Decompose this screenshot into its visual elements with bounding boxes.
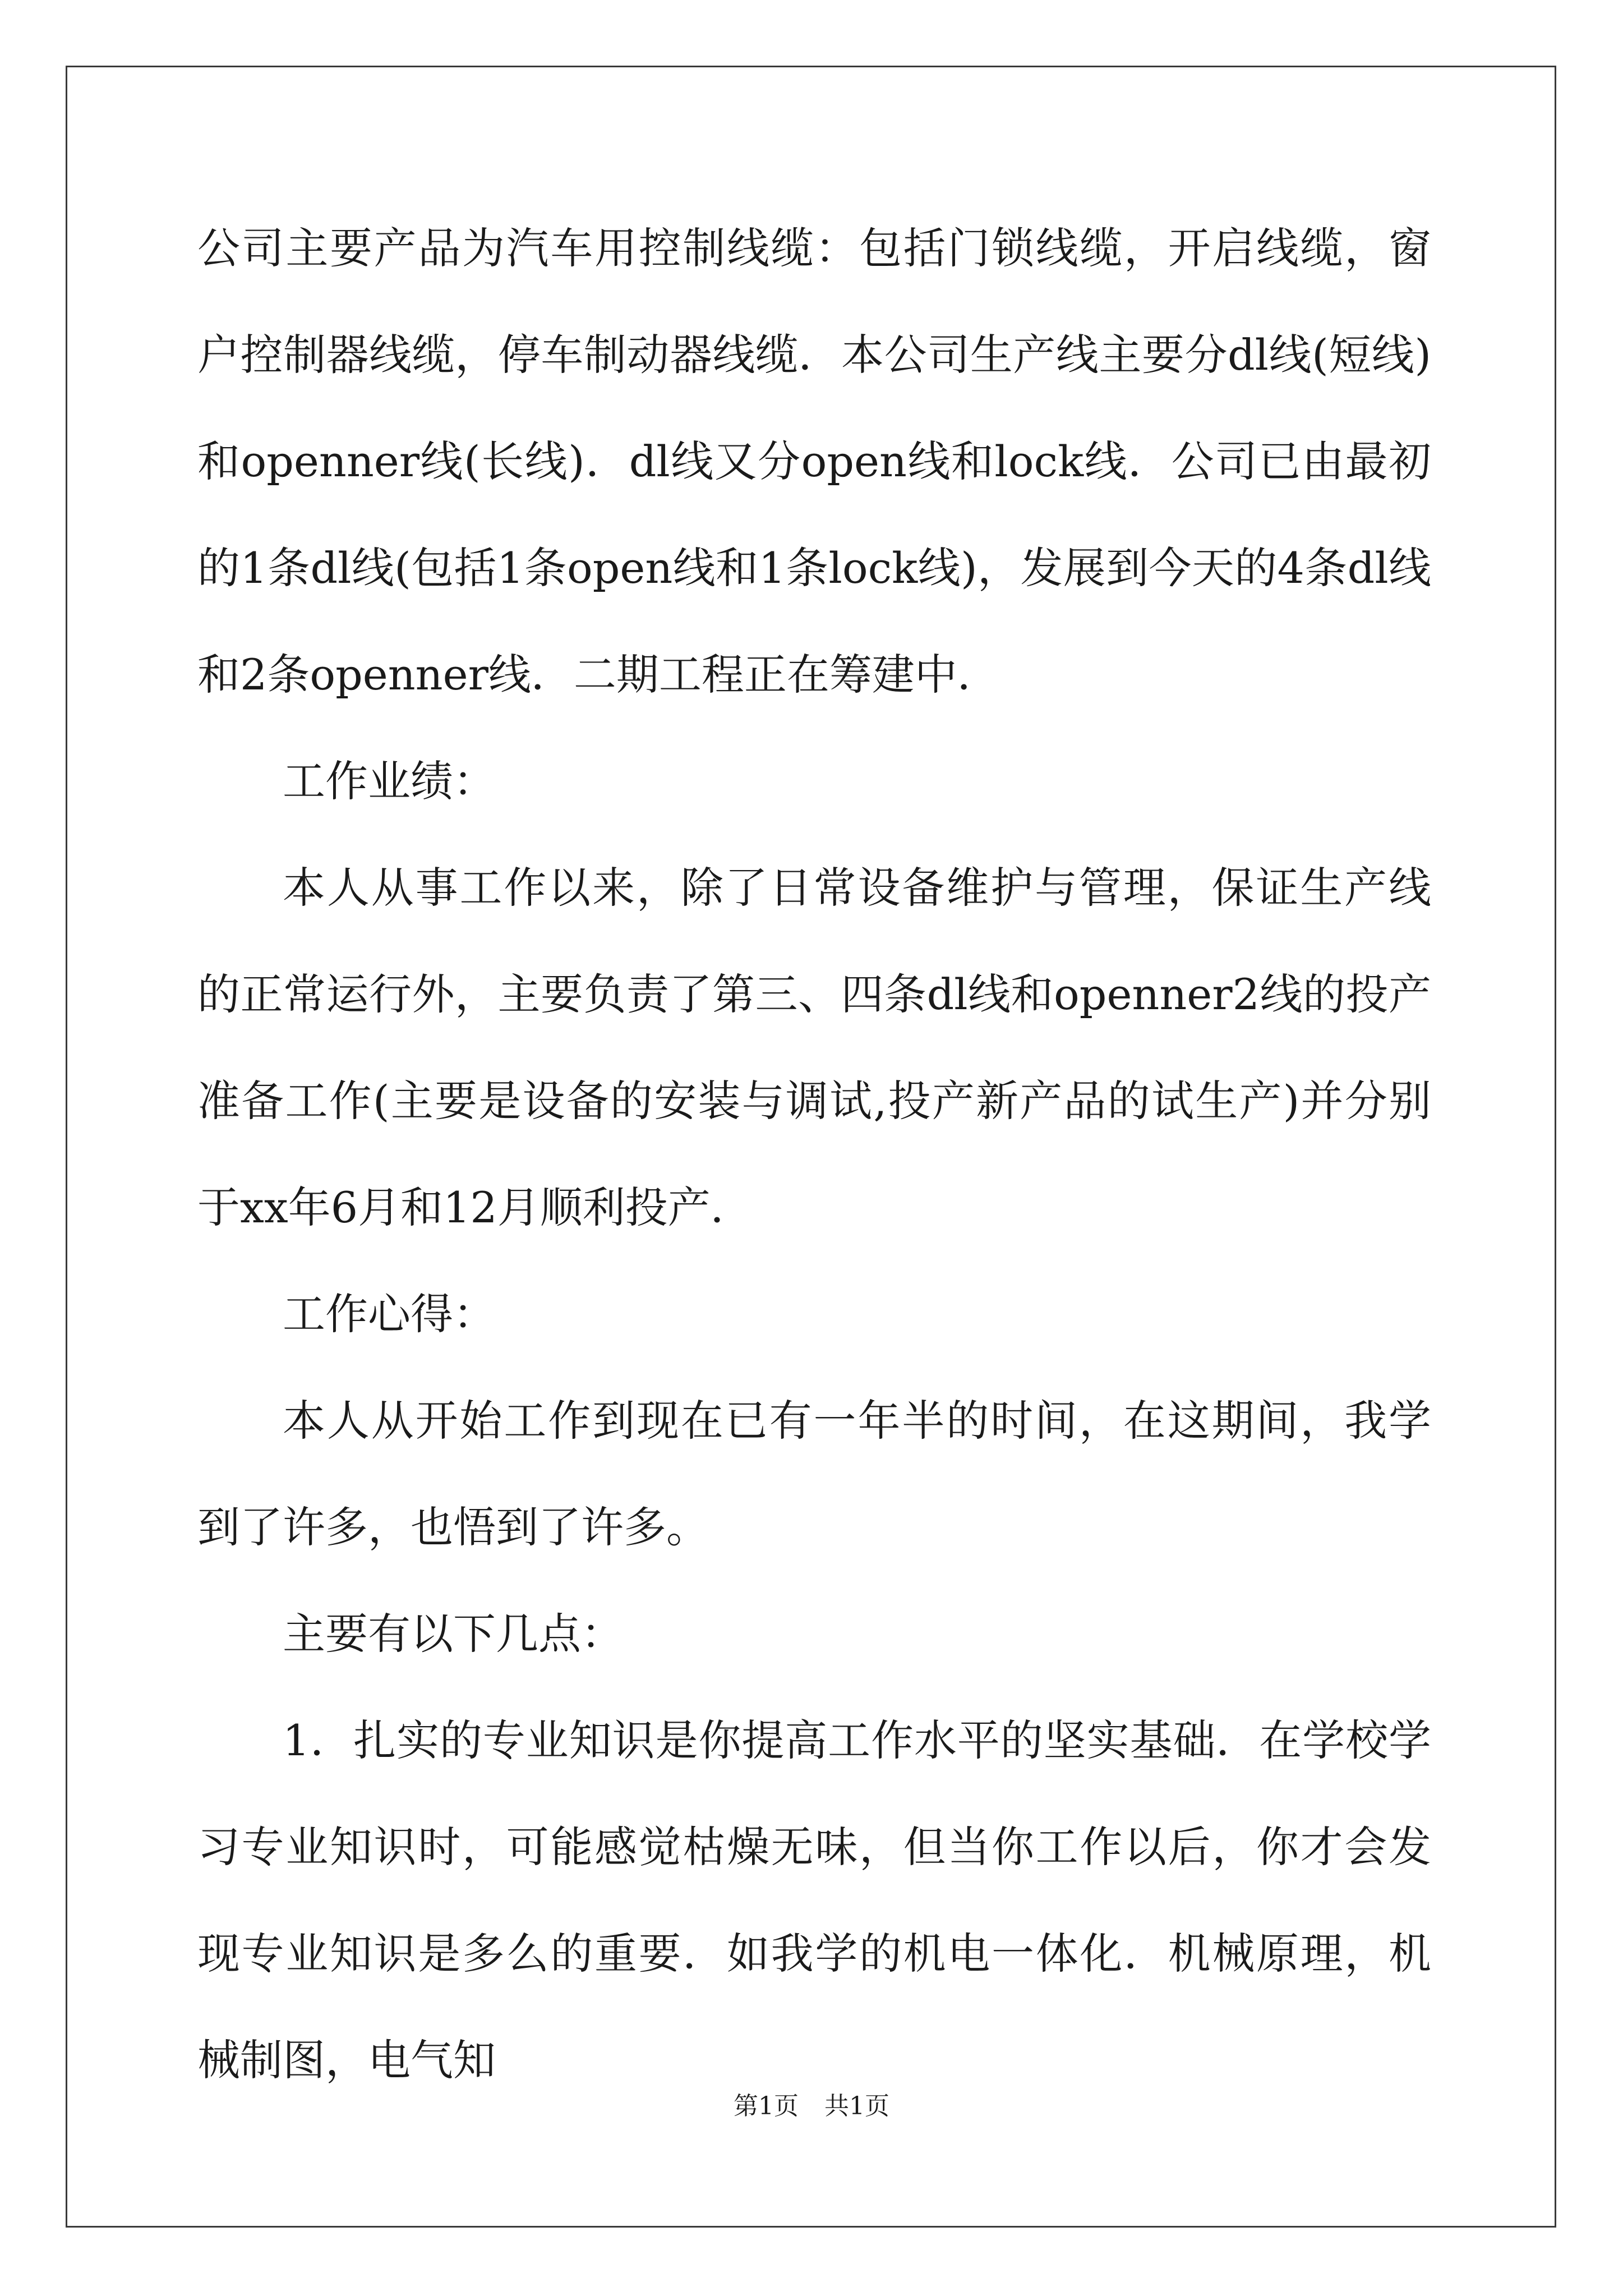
page-number: 第1页 <box>734 2092 799 2120</box>
document-body <box>197 195 1431 2114</box>
heading-work-insights: 工作心得： <box>283 1289 496 1339</box>
paragraph-company-intro: 公司主要产品为汽车用控制线缆：包括门锁线缆，开启线缆，窗户控制器线缆，停车制动器线缆．本公司生产线主要分dl线(短线)和openner线(长线)．dl线又分open线和lock线．公司已由最初的1条dl线(包括1条open线和1条lock线)，发展到今天的4条dl线和2条openner线．二期工程正在筹建中． <box>197 223 1431 700</box>
page-total: 共1页 <box>824 2092 889 2120</box>
heading-main-points: 主要有以下几点： <box>283 1609 624 1659</box>
heading-work-achievements: 工作业绩： <box>283 756 496 806</box>
page-footer <box>0 2086 1623 2122</box>
paragraph-achievements: 本人从事工作以来，除了日常设备维护与管理，保证生产线的正常运行外，主要负责了第三、四条dl线和openner2线的投产准备工作(主要是设备的安装与调试,投产新产品的试生产)并分别于xx年6月和12月顺利投产． <box>197 863 1431 1232</box>
paragraph-point-1: 1．扎实的专业知识是你提高工作水平的坚实基础．在学校学习专业知识时，可能感觉枯燥无味，但当你工作以后，你才会发现专业知识是多么的重要．如我学的机电一体化．机械原理，机械制图，电气知 <box>197 1715 1431 2085</box>
paragraph-insights: 本人从开始工作到现在已有一年半的时间，在这期间，我学到了许多，也悟到了许多。 <box>197 1396 1431 1552</box>
